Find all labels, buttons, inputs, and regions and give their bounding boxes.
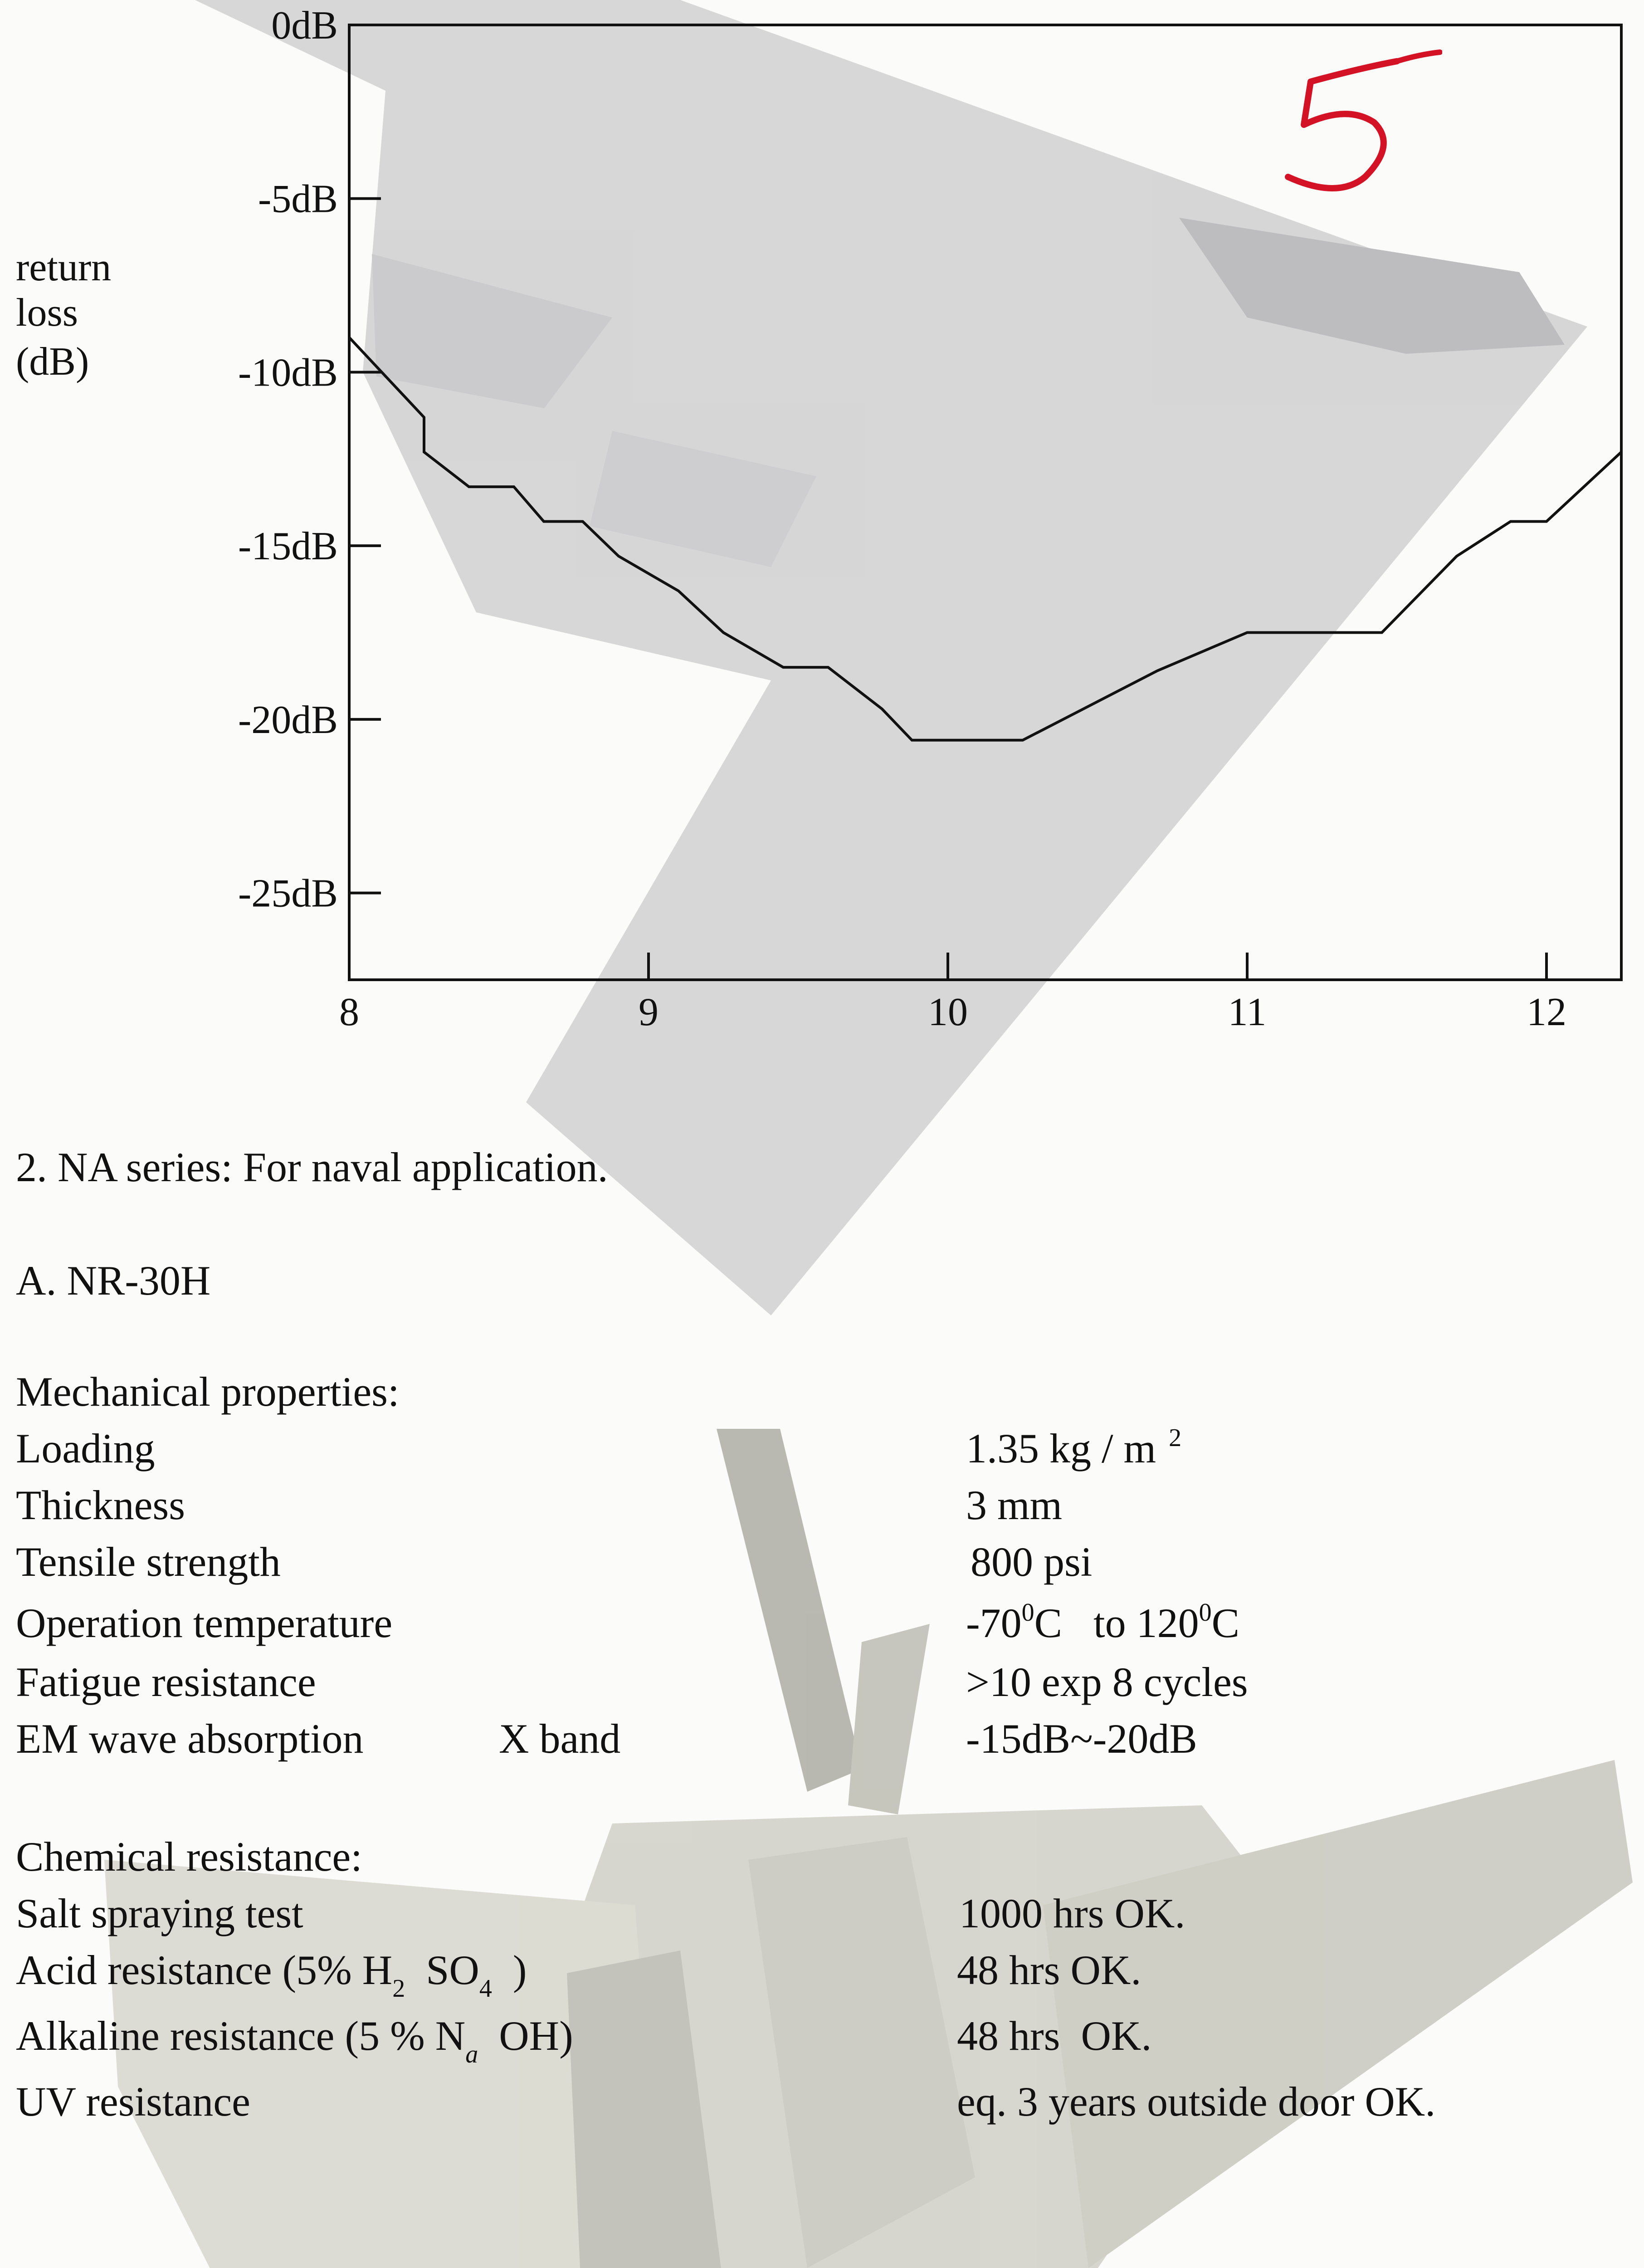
chem-value-uv: eq. 3 years outside door OK. — [957, 2078, 1436, 2125]
chemical-heading: Chemical resistance: — [16, 1833, 362, 1880]
mech-value-em-absorption: -15dB~-20dB — [966, 1716, 1197, 1762]
x-tick-label: 11 — [1228, 990, 1267, 1034]
y-tick-label: -15dB — [238, 524, 338, 569]
section-heading: 2. NA series: For naval application. — [16, 1144, 608, 1190]
mech-value-tensile: 800 psi — [971, 1539, 1093, 1585]
x-tick-label: 10 — [928, 990, 968, 1034]
x-tick-label: 9 — [639, 990, 659, 1034]
ylabel-line-2: loss — [16, 291, 78, 335]
chem-label-acid: Acid resistance (5% $H_2$ $SO_4$ ) — [16, 1947, 527, 2003]
chem-value-acid: 48 hrs OK. — [957, 1947, 1142, 1993]
y-tick-label: -10dB — [238, 351, 338, 395]
mech-label-em-absorption: EM wave absorption — [16, 1716, 364, 1762]
x-tick-label: 12 — [1527, 990, 1566, 1034]
mech-value-temperature: $-70^0C$ to $120^0C$ — [966, 1598, 1239, 1646]
y-tick-label: -25dB — [238, 871, 338, 916]
mech-label-loading: Loading — [16, 1425, 155, 1471]
chem-label-salt: Salt spraying test — [16, 1890, 303, 1936]
chart-ylabel — [16, 245, 111, 385]
y-tick-label: 0dB — [271, 4, 338, 48]
chem-label-alkaline: Alkaline resistance (5 % $N_a$ OH) — [16, 2013, 573, 2068]
mechanical-heading: Mechanical properties: — [16, 1369, 400, 1415]
mech-label-temperature: Operation temperature — [16, 1600, 393, 1646]
chem-value-alkaline: 48 hrs OK. — [957, 2013, 1152, 2059]
mech-value-fatigue: >10 exp 8 cycles — [966, 1659, 1248, 1705]
handwritten-page-number — [1261, 27, 1442, 218]
y-tick-label: -5dB — [258, 177, 338, 221]
product-title: A. NR-30H — [16, 1257, 211, 1304]
chem-label-uv: UV resistance — [16, 2078, 250, 2125]
x-tick-label: 8 — [339, 990, 359, 1034]
mech-label-thickness: Thickness — [16, 1482, 185, 1528]
mech-label-fatigue: Fatigue resistance — [16, 1659, 316, 1705]
y-tick-label: -20dB — [238, 698, 338, 742]
mech-value-loading: 1.35 kg / m $^2$ — [966, 1424, 1182, 1471]
return-loss-line — [349, 337, 1621, 740]
mech-label-tensile: Tensile strength — [16, 1539, 281, 1585]
chem-value-salt: 1000 hrs OK. — [959, 1890, 1185, 1936]
mech-band-em-absorption: X band — [499, 1716, 621, 1762]
mech-value-thickness: 3 mm — [966, 1482, 1063, 1528]
ylabel-line-3: (dB) — [16, 340, 89, 384]
ylabel-line-1: return — [16, 245, 112, 289]
